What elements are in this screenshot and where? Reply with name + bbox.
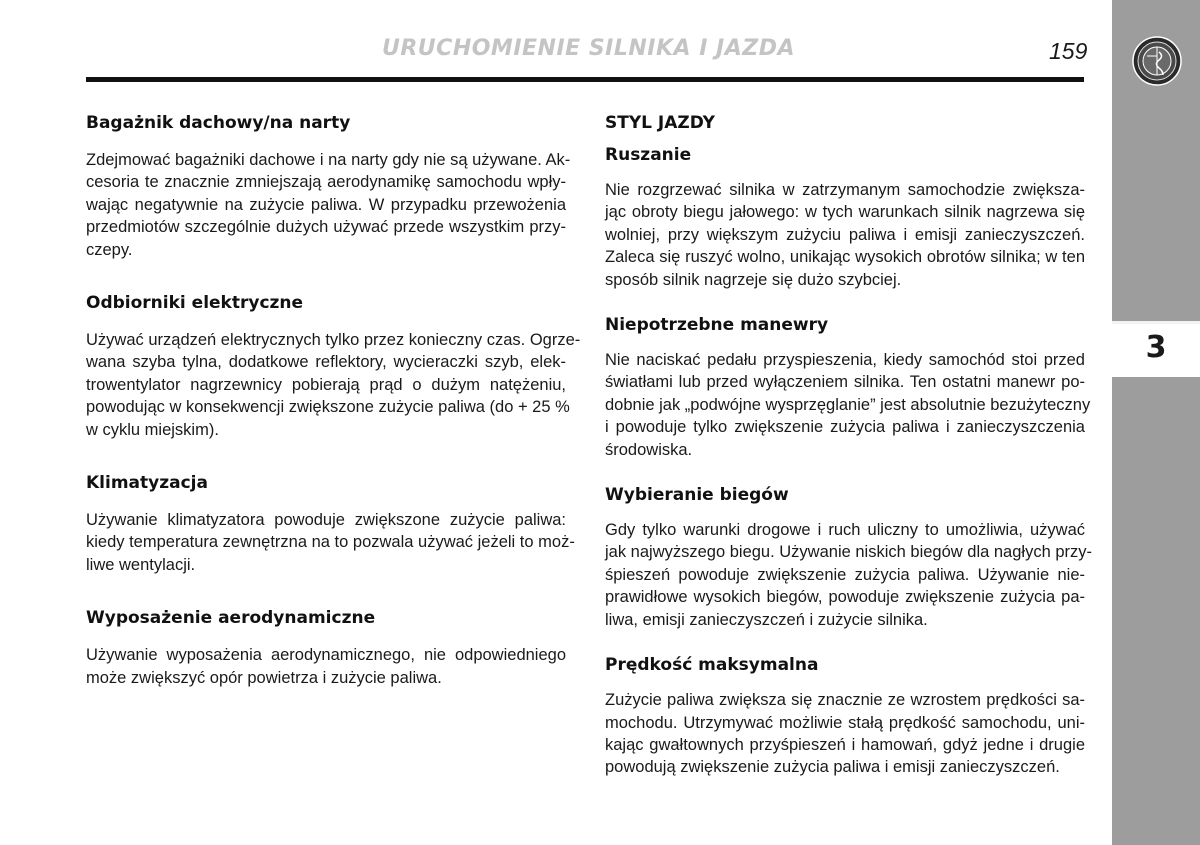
section-electrical-consumers [86,291,581,441]
chapter-section-title: STYL JAZDY [605,113,715,133]
text-line: powodując w konsekwencji zwiększone zużycie paliwa (do + 25 % [86,398,570,417]
section-unnecessary-manoeuvres [605,313,1091,461]
section-heading: Bagażnik dachowy/na narty [86,113,351,133]
text-line: Zużycie paliwa zwiększa się znacznie ze wzrostem prędkości sa- [605,691,1085,710]
section-heading: Ruszanie [605,145,692,165]
text-line: Używanie wyposażenia aerodynamicznego, nie odpowiedniego [86,646,566,665]
right-column [605,111,1092,801]
text-line: liwe wentylacji. [86,555,196,574]
text-line: wając negatywnie na zużycie paliwa. W przypadku przewożenia [86,195,566,214]
header-divider [86,77,1084,82]
text-line: przedmiotów szczególnie dużych używać przede wszystkim przy- [86,218,566,237]
text-line: Zdejmować bagażniki dachowe i na narty gdy nie są używane. Ak- [86,151,571,169]
section-heading: Wyposażenie aerodynamiczne [86,608,376,629]
section-roof-rack [86,111,571,261]
section-paragraph [605,689,1085,779]
section-aerodynamic-equipment [86,606,566,689]
text-line: w cyklu miejskim). [86,420,219,439]
chapter-side-tab [1112,0,1200,845]
section-paragraph [86,329,581,441]
section-gear-selection [605,483,1092,631]
chapter-number: 3 [1145,330,1167,365]
section-heading: Klimatyzacja [86,473,208,494]
section-paragraph [605,519,1092,631]
page-number: 159 [1049,38,1088,64]
text-line: wolniej, przy większym zużyciu paliwa i emisji zanieczyszczeń. [605,225,1085,244]
text-line: dobnie jak „podwójne wysprzęglanie” jest absolutnie bezużyteczny [605,395,1091,414]
text-line: Używanie klimatyzatora powoduje zwiększone zużycie paliwa: [86,511,566,530]
text-line: jąc obroty biegu jałowego: w tych warunkach silnik nagrzewa się [605,203,1085,222]
text-line: światłami lub przed wyłączeniem silnika. Ten ostatni manewr po- [605,373,1085,392]
left-column [86,111,581,719]
text-line: powodują zwiększenie zużycia paliwa i emisji zanieczyszczeń. [605,758,1060,777]
text-line: cesoria te znacznie zmniejszają aerodynamikę samochodu wpły- [86,173,566,192]
text-line: Nie rozgrzewać silnika w zatrzymanym samochodzie zwiększa- [605,181,1085,199]
text-line: kiedy temperatura zewnętrzna na to pozwala używać jeżeli to moż- [86,533,575,552]
section-paragraph [86,509,575,576]
text-line: i powoduje tylko zwiększenie zużycia paliwa i zanieczyszczenia [605,418,1085,437]
section-air-conditioning [86,471,575,576]
section-heading: Wybieranie biegów [605,485,789,506]
running-header-title: URUCHOMIENIE SILNIKA I JAZDA [382,36,795,61]
section-paragraph [605,179,1085,291]
section-paragraph [86,644,566,689]
text-line: Nie naciskać pedału przyspieszenia, kiedy samochód stoi przed [605,351,1085,370]
text-line: wana szyba tylna, dodatkowe reflektory, wycieraczki szyb, elek- [86,353,566,372]
text-line: może zwiększyć opór powietrza i zużycie paliwa. [86,668,442,687]
text-line: mochodu. Utrzymywać możliwie stałą prędkość samochodu, uni- [605,713,1085,732]
section-heading: Niepotrzebne manewry [605,315,829,336]
text-line: jak najwyższego biegu. Używanie niskich biegów dla nagłych przy- [605,543,1092,562]
section-paragraph [605,349,1091,461]
text-line: czepy. [86,240,133,259]
alfa-romeo-logo-icon [1132,36,1182,86]
text-line: kając gwałtownych przyśpieszeń i hamowań, gdyż jedne i drugie [605,735,1085,754]
text-line: liwa, emisji zanieczyszczeń i zużycie silnika. [605,610,928,629]
text-line: prawidłowe wysokich biegów, powoduje zwiększenie zużycia pa- [605,588,1085,607]
section-starting-off [605,143,1085,291]
text-line: śpieszeń powoduje zwiększenie zużycia paliwa. Używanie nie- [605,565,1085,584]
section-heading: Prędkość maksymalna [605,655,819,676]
text-line: środowiska. [605,440,693,459]
section-paragraph [86,149,571,261]
text-line: Gdy tylko warunki drogowe i ruch uliczny to umożliwia, używać [605,521,1085,540]
text-line: Zaleca się ruszyć wolno, unikając wysokich obrotów silnika; w ten [605,248,1085,267]
text-line: Używać urządzeń elektrycznych tylko przez konieczny czas. Ogrze- [86,331,581,350]
section-maximum-speed [605,653,1085,779]
text-line: sposób silnik nagrzeje się dużo szybciej. [605,270,902,289]
section-heading: Odbiorniki elektryczne [86,293,304,314]
text-line: trowentylator nagrzewnicy pobierają prąd o dużym natężeniu, [86,375,566,394]
